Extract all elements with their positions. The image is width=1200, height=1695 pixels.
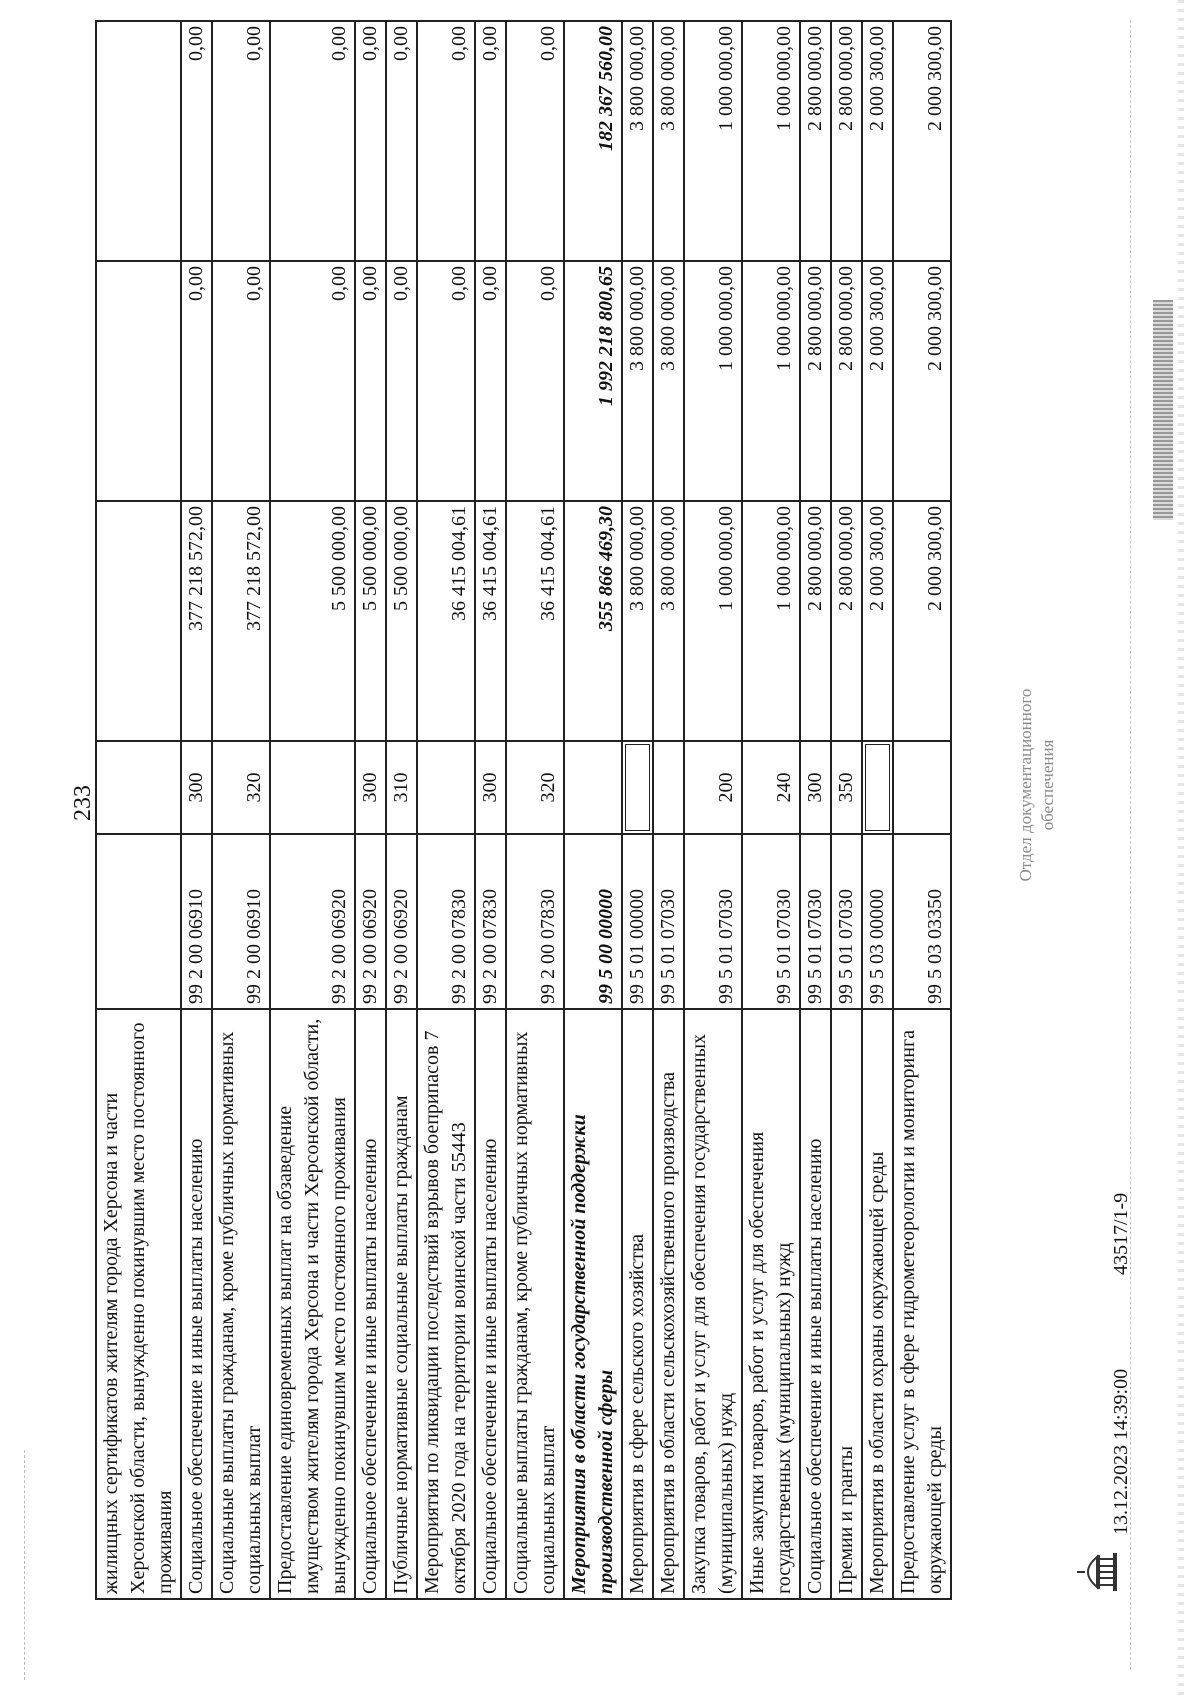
cell-sum-2: 0,00 [386, 261, 417, 501]
cell-sum-1 [96, 501, 181, 741]
cell-sum-3: 2 000 300,00 [893, 21, 951, 261]
cell-sum-3: 2 000 300,00 [862, 21, 893, 261]
cell-code: 99 5 01 07030 [653, 834, 684, 1009]
cell-sum-1: 36 415 004,61 [475, 501, 506, 741]
cell-sum-2: 0,00 [212, 261, 270, 501]
cell-name: Мероприятия в области сельскохозяйственного производства [653, 1009, 684, 1599]
cell-name: Социальное обеспечение и иные выплаты населению [355, 1009, 386, 1599]
cell-sum-2: 1 992 218 800,65 [564, 261, 622, 501]
cell-sum-3: 0,00 [506, 21, 564, 261]
cell-code: 99 2 00 06920 [270, 834, 355, 1009]
cell-code: 99 5 01 00000 [622, 834, 653, 1009]
cell-code: 99 2 00 06920 [355, 834, 386, 1009]
cell-sum-3: 0,00 [475, 21, 506, 261]
cell-expense-type: 300 [181, 741, 212, 834]
footer-doc-number: 43517/1-9 [1110, 1192, 1132, 1275]
cell-sum-2: 0,00 [355, 261, 386, 501]
cell-sum-1: 2 000 300,00 [862, 501, 893, 741]
table-row [96, 21, 181, 1599]
cell-sum-3: 0,00 [270, 21, 355, 261]
cell-expense-type [622, 741, 653, 834]
cell-name: Публичные нормативные социальные выплаты гражданам [386, 1009, 417, 1599]
cell-expense-type: 300 [355, 741, 386, 834]
table-row [475, 21, 506, 1599]
cell-expense-type: 320 [506, 741, 564, 834]
cell-sum-3: 3 800 000,00 [622, 21, 653, 261]
table-row [181, 21, 212, 1599]
cell-sum-2: 2 800 000,00 [831, 261, 862, 501]
cell-name: Мероприятия в области охраны окружающей среды [862, 1009, 893, 1599]
table-row [831, 21, 862, 1599]
cell-expense-type: 300 [800, 741, 831, 834]
cell-code: 99 2 00 07830 [475, 834, 506, 1009]
cell-code [96, 834, 181, 1009]
cell-sum-3: 0,00 [181, 21, 212, 261]
cell-sum-1: 377 218 572,00 [212, 501, 270, 741]
parliament-building-icon [1075, 1549, 1121, 1595]
cell-sum-2: 2 000 300,00 [893, 261, 951, 501]
budget-table [95, 20, 952, 1600]
cell-sum-3: 0,00 [355, 21, 386, 261]
cell-sum-3: 0,00 [417, 21, 475, 261]
cell-name: Мероприятия по ликвидации последствий взрывов боеприпасов 7 октября 2020 года на территории воинской части 55443 [417, 1009, 475, 1599]
cell-sum-3: 182 367 560,00 [564, 21, 622, 261]
table-row [742, 21, 800, 1599]
cell-sum-1: 1 000 000,00 [742, 501, 800, 741]
cell-sum-2: 2 800 000,00 [800, 261, 831, 501]
table-row [355, 21, 386, 1599]
table-row [564, 21, 622, 1599]
cell-sum-1: 1 000 000,00 [684, 501, 742, 741]
cell-expense-type [564, 741, 622, 834]
cell-sum-1: 3 800 000,00 [622, 501, 653, 741]
cell-sum-1: 2 800 000,00 [800, 501, 831, 741]
cell-expense-type [270, 741, 355, 834]
footer-date: 13.12.2023 14:39:00 [1110, 1368, 1132, 1535]
cell-sum-3: 0,00 [212, 21, 270, 261]
cell-sum-2: 0,00 [475, 261, 506, 501]
cell-sum-1: 5 500 000,00 [355, 501, 386, 741]
cell-expense-type [417, 741, 475, 834]
table-row [270, 21, 355, 1599]
table-row [386, 21, 417, 1599]
table-row [622, 21, 653, 1599]
table-row [417, 21, 475, 1599]
table-row [506, 21, 564, 1599]
cell-sum-3 [96, 21, 181, 261]
cell-sum-1: 2 800 000,00 [831, 501, 862, 741]
cell-code: 99 2 00 06920 [386, 834, 417, 1009]
cell-sum-1: 355 866 469,30 [564, 501, 622, 741]
cell-sum-1: 5 500 000,00 [270, 501, 355, 741]
cell-code: 99 5 03 03350 [893, 834, 951, 1009]
cell-sum-3: 3 800 000,00 [653, 21, 684, 261]
cell-sum-1: 36 415 004,61 [417, 501, 475, 741]
cell-sum-2: 0,00 [270, 261, 355, 501]
cell-sum-2: 3 800 000,00 [622, 261, 653, 501]
cell-sum-2: 1 000 000,00 [742, 261, 800, 501]
cell-sum-3: 1 000 000,00 [684, 21, 742, 261]
cell-name: Социальное обеспечение и иные выплаты населению [181, 1009, 212, 1599]
stamp-line-2: обеспечения [1038, 739, 1057, 831]
cell-expense-type [653, 741, 684, 834]
cell-expense-type: 310 [386, 741, 417, 834]
cell-code: 99 5 01 07030 [800, 834, 831, 1009]
cell-sum-3: 0,00 [386, 21, 417, 261]
cell-name: Мероприятия в области государственной поддержки производственной сферы [564, 1009, 622, 1599]
cell-code: 99 2 00 07830 [417, 834, 475, 1009]
table-row [212, 21, 270, 1599]
cell-name: Закупка товаров, работ и услуг для обеспечения государственных (муниципальных) нужд [684, 1009, 742, 1599]
cell-code: 99 2 00 07830 [506, 834, 564, 1009]
cell-sum-1: 36 415 004,61 [506, 501, 564, 741]
cell-name: Социальное обеспечение и иные выплаты населению [800, 1009, 831, 1599]
cell-expense-type [96, 741, 181, 834]
cell-name: Социальные выплаты гражданам, кроме публичных нормативных социальных выплат [506, 1009, 564, 1599]
table-row [800, 21, 831, 1599]
cell-sum-3: 2 800 000,00 [800, 21, 831, 261]
cell-code: 99 5 01 07030 [742, 834, 800, 1009]
stamp-line-1: Отдел документационного [1016, 688, 1035, 882]
cell-sum-1: 377 218 572,00 [181, 501, 212, 741]
table-row [893, 21, 951, 1599]
cell-expense-type [862, 741, 893, 834]
cell-sum-2: 1 000 000,00 [684, 261, 742, 501]
cell-expense-type: 300 [475, 741, 506, 834]
budget-table-body [96, 21, 951, 1599]
cell-name: Предоставление единовременных выплат на обзаведение имуществом жителям города Херсона и части Херсонской области, вынужденно покинувшим место постоянного проживания [270, 1009, 355, 1599]
cell-name: Премии и гранты [831, 1009, 862, 1599]
cell-sum-1: 3 800 000,00 [653, 501, 684, 741]
cell-name: Социальное обеспечение и иные выплаты населению [475, 1009, 506, 1599]
cell-expense-type: 320 [212, 741, 270, 834]
cell-code: 99 5 01 07030 [831, 834, 862, 1009]
cell-expense-type: 240 [742, 741, 800, 834]
cell-name: Предоставление услуг в сфере гидрометеорологии и мониторинга окружающей среды [893, 1009, 951, 1599]
cell-name: Социальные выплаты гражданам, кроме публичных нормативных социальных выплат [212, 1009, 270, 1599]
cell-sum-1: 2 000 300,00 [893, 501, 951, 741]
cell-sum-2: 0,00 [417, 261, 475, 501]
cell-name: Иные закупки товаров, работ и услуг для обеспечения государственных (муниципальных) нужд [742, 1009, 800, 1599]
cell-expense-type: 200 [684, 741, 742, 834]
cell-name: Мероприятия в сфере сельского хозяйства [622, 1009, 653, 1599]
cell-expense-type: 350 [831, 741, 862, 834]
cell-sum-2: 2 000 300,00 [862, 261, 893, 501]
cell-expense-type [893, 741, 951, 834]
table-row [653, 21, 684, 1599]
cell-sum-2: 0,00 [181, 261, 212, 501]
cell-sum-3: 2 800 000,00 [831, 21, 862, 261]
cell-sum-1: 5 500 000,00 [386, 501, 417, 741]
cell-code: 99 2 00 06910 [212, 834, 270, 1009]
cell-code: 99 5 01 07030 [684, 834, 742, 1009]
page-number: 233 [70, 785, 96, 821]
cell-code: 99 2 00 06910 [181, 834, 212, 1009]
cell-sum-2: 0,00 [506, 261, 564, 501]
table-row [862, 21, 893, 1599]
cell-sum-2 [96, 261, 181, 501]
cell-code: 99 5 00 00000 [564, 834, 622, 1009]
cell-name: жилищных сертификатов жителям города Херсона и части Херсонской области, вынужденно покинувшим место постоянного проживания [96, 1009, 181, 1599]
cell-code: 99 5 03 00000 [862, 834, 893, 1009]
table-row [684, 21, 742, 1599]
department-stamp [1015, 645, 1059, 925]
cell-sum-3: 1 000 000,00 [742, 21, 800, 261]
cell-sum-2: 3 800 000,00 [653, 261, 684, 501]
